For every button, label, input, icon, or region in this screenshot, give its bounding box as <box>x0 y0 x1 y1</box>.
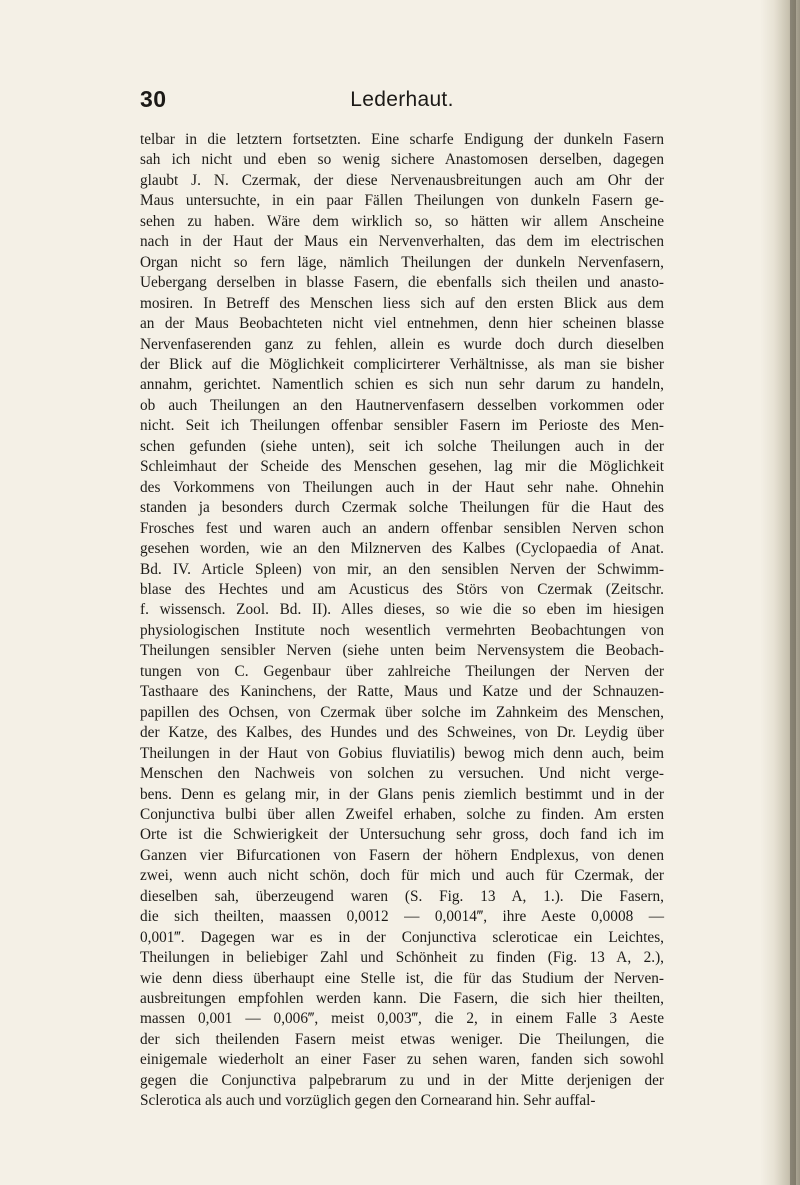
text-line: zwei, wenn auch nicht schön, doch für mich und auch für Czermak, der <box>140 867 664 885</box>
text-line: der Katze, des Kalbes, des Hundes und des Schweines, von Dr. Leydig über <box>140 724 664 742</box>
text-line: des Vorkommens von Theilungen auch in der Haut sehr nahe. Ohnehin <box>140 478 664 496</box>
page-header <box>140 86 664 114</box>
text-line: physiologischen Institute noch wesentlich vermehrten Beobachtungen von <box>140 621 664 639</box>
text-line: ob auch Theilungen an den Hautnervenfasern desselben vorkommen oder <box>140 396 664 414</box>
text-line: Orte ist die Schwierigkeit der Untersuchung sehr gross, doch fand ich im <box>140 826 664 844</box>
text-line: nicht. Seit ich Theilungen offenbar sensibler Fasern im Perioste des Men- <box>140 417 664 435</box>
text-line: die sich theilten, maassen 0,0012 — 0,0014‴, ihre Aeste 0,0008 — <box>140 908 664 926</box>
running-head: Lederhaut. <box>350 88 454 111</box>
text-line: blase des Hechtes und am Acusticus des Störs von Czermak (Zeitschr. <box>140 580 664 598</box>
text-line: Theilungen in der Haut von Gobius fluviatilis) bewog mich denn auch, beim <box>140 744 664 762</box>
text-line: Maus untersuchte, in ein paar Fällen Theilungen von dunkeln Fasern ge- <box>140 192 664 210</box>
text-line: sehen zu haben. Wäre dem wirklich so, so hätten wir allem Anscheine <box>140 212 664 230</box>
text-line: gegen die Conjunctiva palpebrarum zu und in der Mitte derjenigen der <box>140 1071 664 1089</box>
text-line: mosiren. In Betreff des Menschen liess sich auf den ersten Blick aus dem <box>140 294 664 312</box>
text-line: dieselben sah, überzeugend waren (S. Fig. 13 A, 1.). Die Fasern, <box>140 887 664 905</box>
text-line: Theilungen sensibler Nerven (siehe unten beim Nervensystem die Beobach- <box>140 642 664 660</box>
text-line: standen ja besonders durch Czermak solche Theilungen für die Haut des <box>140 499 664 517</box>
text-line: sah ich nicht und eben so wenig sichere Anastomosen derselben, dagegen <box>140 151 664 169</box>
text-line: Schleimhaut der Scheide des Menschen gesehen, lag mir die Möglichkeit <box>140 458 664 476</box>
text-line: Menschen den Nachweis von solchen zu versuchen. Und nicht verge- <box>140 765 664 783</box>
text-line: annahm, gerichtet. Namentlich schien es sich nun sehr darum zu handeln, <box>140 376 664 394</box>
text-line: wie denn diess überhaupt eine Stelle ist, die für das Studium der Nerven- <box>140 969 664 987</box>
text-line: 0,001‴. Dagegen war es in der Conjunctiva scleroticae ein Leichtes, <box>140 928 664 946</box>
text-line: glaubt J. N. Czermak, der diese Nervenausbreitungen auch am Ohr der <box>140 171 664 189</box>
body-text <box>140 130 664 1112</box>
text-line: nach in der Haut der Maus ein Nervenverhalten, das dem im electrischen <box>140 233 664 251</box>
text-line: der sich theilenden Fasern meist etwas weniger. Die Theilungen, die <box>140 1030 664 1048</box>
page-number: 30 <box>140 86 167 112</box>
text-line: Bd. IV. Article Spleen) von mir, an den sensiblen Nerven der Schwimm- <box>140 560 664 578</box>
text-line: Organ nicht so fern läge, nämlich Theilungen der dunkeln Nervenfasern, <box>140 253 664 271</box>
text-line: Sclerotica als auch und vorzüglich gegen den Cornearand hin. Sehr auffal- <box>140 1092 596 1110</box>
text-line: papillen des Ochsen, von Czermak über solche im Zahnkeim des Menschen, <box>140 703 664 721</box>
text-line: Theilungen in beliebiger Zahl und Schönheit zu finden (Fig. 13 A, 2.), <box>140 949 664 967</box>
text-line: telbar in die letztern fortsetzten. Eine scharfe Endigung der dunkeln Fasern <box>140 131 664 148</box>
text-line: bens. Denn es gelang mir, in der Glans penis ziemlich bestimmt und in der <box>140 785 664 803</box>
text-line: Ganzen vier Bifurcationen von Fasern der höhern Endplexus, von denen <box>140 846 664 864</box>
text-line: schen gefunden (siehe unten), seit ich solche Theilungen auch in der <box>140 437 664 455</box>
text-line: einigemale wiederholt an einer Faser zu sehen waren, fanden sich sowohl <box>140 1051 664 1069</box>
text-line: gesehen worden, wie an den Milznerven des Kalbes (Cyclopaedia of Anat. <box>140 540 664 558</box>
text-line: tungen von C. Gegenbaur über zahlreiche Theilungen der Nerven der <box>140 662 664 680</box>
text-line: Tasthaare des Kaninchens, der Ratte, Maus und Katze und der Schnauzen- <box>140 683 664 701</box>
text-line: der Blick auf die Möglichkeit complicirterer Verhältnisse, als man sie bisher <box>140 355 664 373</box>
text-line: Frosches fest und waren auch an andern offenbar sensiblen Nerven schon <box>140 519 664 537</box>
page-binding-edge <box>790 0 796 1185</box>
text-line: f. wissensch. Zool. Bd. II). Alles dieses, so wie die so eben im hiesigen <box>140 601 664 619</box>
text-line: massen 0,001 — 0,006‴, meist 0,003‴, die 2, in einem Falle 3 Aeste <box>140 1010 664 1028</box>
text-line: Nervenfaserenden ganz zu fehlen, allein es wurde doch durch dieselben <box>140 335 664 353</box>
text-line: Uebergang derselben in blasse Fasern, die ebenfalls sich theilen und anasto- <box>140 274 664 292</box>
text-line: ausbreitungen empfohlen werden kann. Die Fasern, die sich hier theilten, <box>140 990 664 1008</box>
text-line: an der Maus Beobachteten nicht viel entnehmen, denn hier scheinen blasse <box>140 315 664 333</box>
text-line: Conjunctiva bulbi über allen Zweifel erhaben, solche zu finden. Am ersten <box>140 805 664 823</box>
